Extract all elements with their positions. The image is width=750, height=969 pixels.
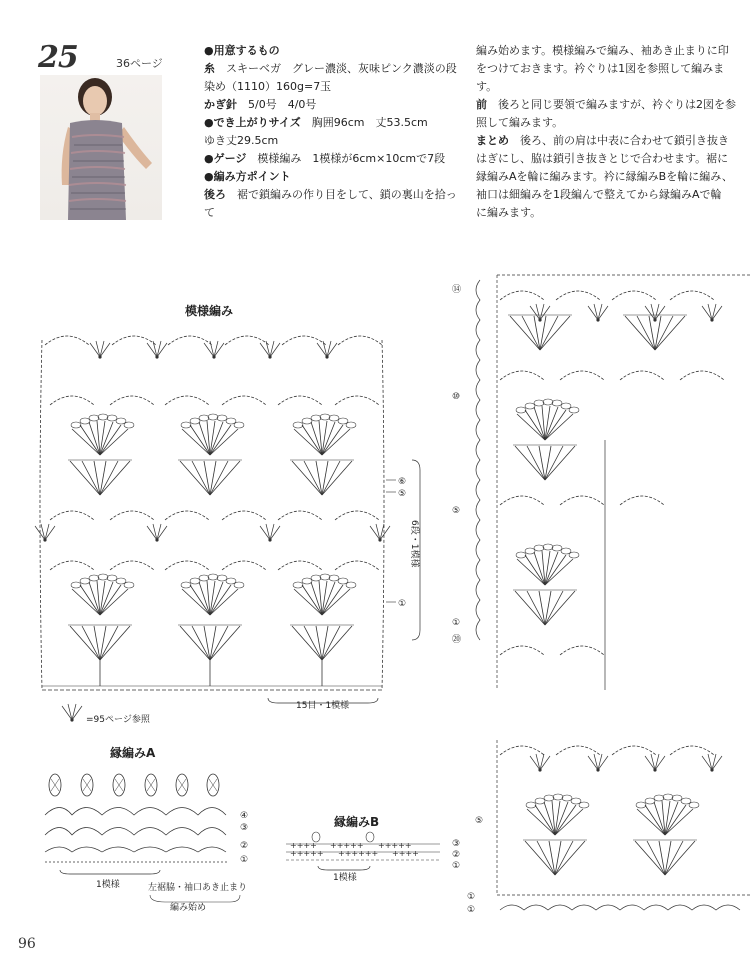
instr-line: 前 後ろと同じ要領で編みますが、衿ぐりは2図を参 <box>476 98 736 111</box>
row-marker: ⑩ <box>452 392 461 402</box>
row-marker: ① <box>467 905 476 915</box>
edging-a-title: 縁編みA <box>110 746 156 760</box>
instr-line: ●用意するもの <box>204 44 280 57</box>
repeat-rows-label: 6段・1模様 <box>409 520 419 568</box>
instr-line: 編み始めます。模様編みで編み、袖あき止まりに印 <box>476 44 729 57</box>
row-marker: ② <box>452 850 461 860</box>
row-marker: ⑭ <box>452 285 462 295</box>
right-chart-bottom <box>497 740 750 910</box>
row-marker: ⑤ <box>398 489 407 499</box>
svg-text:++++: ++++ <box>392 849 419 858</box>
row-marker: ⑤ <box>452 506 461 516</box>
instr-line: かぎ針 5/0号 4/0号 <box>204 98 317 111</box>
row-marker: ① <box>398 599 407 609</box>
edging-a-chart <box>45 774 228 862</box>
edging-b-repeat-label: 1模様 <box>333 873 357 883</box>
instr-line: 袖口は細編みを1段編んで整えてから縁編みAで輪 <box>476 188 722 201</box>
row-marker: ④ <box>240 811 249 821</box>
row-marker: ① <box>452 861 461 871</box>
instr-line: はぎにし、脇は鎖引き抜きとじで合わせます。裾に <box>476 152 729 165</box>
row-marker: ② <box>240 841 249 851</box>
pattern-number: 25 <box>38 40 78 75</box>
instr-line: 染め（1110）160g=7玉 <box>204 80 332 93</box>
edging-b-chart <box>286 832 440 860</box>
instr-line: まとめ 後ろ、前の肩は中表に合わせて鎖引き抜き <box>476 134 729 147</box>
instr-line: に編みます。 <box>476 206 542 219</box>
instr-line: 照して編みます。 <box>476 116 564 129</box>
instr-line: ●でき上がりサイズ 胸囲96cm 丈53.5cm <box>204 116 428 129</box>
instr-line: ●ゲージ 模様編み 1模様が6cm×10cmで7段 <box>204 152 446 165</box>
right-chart-top <box>476 275 750 690</box>
instr-line: 後ろ 裾で鎖編みの作り目をして、鎖の裏山を拾って <box>204 188 457 219</box>
instr-line: 縁編みAを輪に編みます。衿に縁編みBを輪に編み、 <box>476 170 733 183</box>
row-marker: ① <box>240 855 249 865</box>
edging-a-start-label: 編み始め <box>170 903 207 913</box>
page-reference: 36ページ <box>116 57 163 70</box>
stitch-legend <box>62 704 151 725</box>
instr-line: 糸 スキーベガ グレー濃淡、灰味ピンク濃淡の段 <box>204 62 457 75</box>
row-marker: ⑥ <box>398 477 407 487</box>
row-marker: ⑳ <box>452 635 462 645</box>
edging-b-title: 縁編みB <box>334 815 380 829</box>
svg-text:+++++: +++++ <box>378 841 412 850</box>
svg-text:+++++: +++++ <box>330 841 364 850</box>
instr-line: ゆき丈29.5cm <box>204 134 279 147</box>
row-marker: ⑤ <box>475 816 484 826</box>
svg-text:++++: ++++ <box>290 841 317 850</box>
row-marker: ① <box>467 892 476 902</box>
instr-line: をつけておきます。衿ぐりは1図を参照して編みます。 <box>476 62 725 93</box>
repeat-stitches-label: 15目・1模様 <box>296 701 350 711</box>
legend-text: =95ページ参照 <box>86 715 150 725</box>
edging-a-repeat-label: 1模様 <box>96 880 120 890</box>
row-marker: ③ <box>240 823 249 833</box>
instr-line: ●編み方ポイント <box>204 170 291 183</box>
main-chart <box>35 336 390 690</box>
edging-a-side-label: 左裾脇・袖口あき止まり <box>148 883 248 893</box>
main-chart-title: 模様編み <box>185 304 234 318</box>
svg-text:+++++: +++++ <box>290 849 324 858</box>
row-marker: ③ <box>452 839 461 849</box>
svg-text:++++++: ++++++ <box>338 849 379 858</box>
page-number: 96 <box>18 936 36 952</box>
row-marker: ① <box>452 618 461 628</box>
